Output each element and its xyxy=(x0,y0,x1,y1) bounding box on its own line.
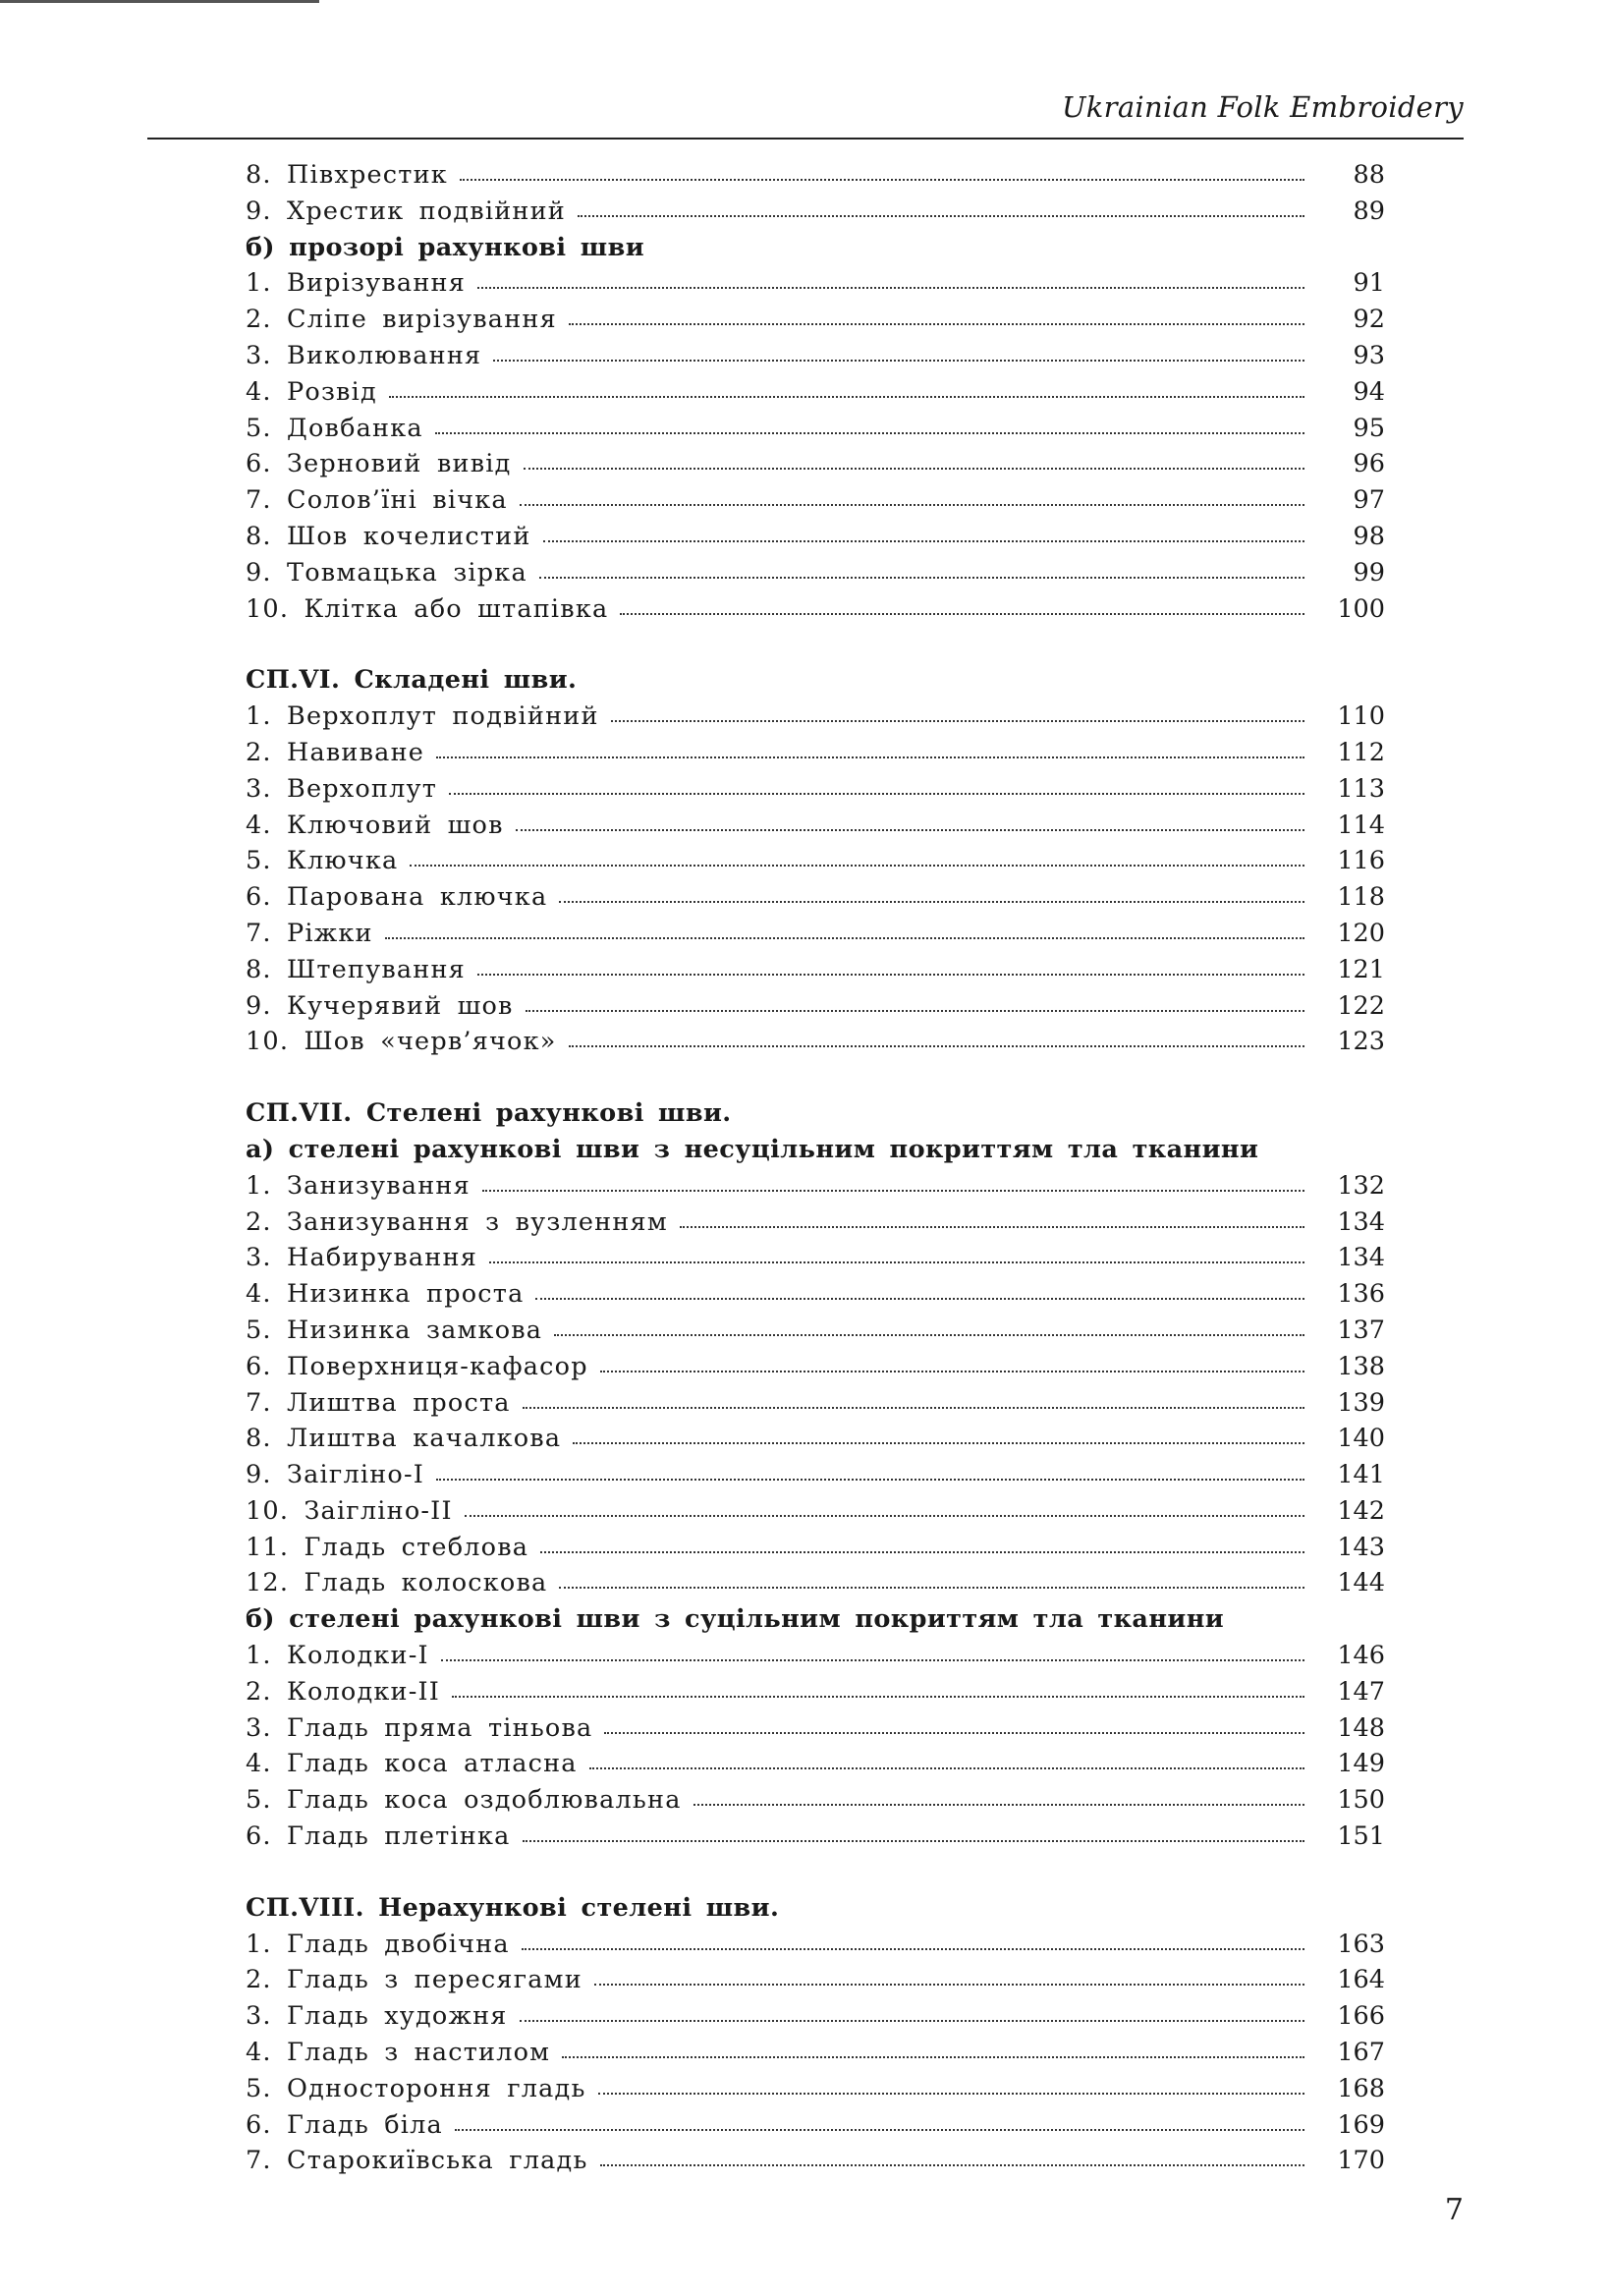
toc-entry-title: 4. Гладь коса атласна xyxy=(246,1749,578,1779)
toc-entry-title: 1. Занизування xyxy=(246,1170,471,1201)
toc-entry xyxy=(246,1962,1385,1998)
toc-entry xyxy=(246,338,1385,374)
dot-leader xyxy=(435,431,1304,434)
toc-entry-page: 96 xyxy=(1353,449,1385,479)
toc-entry-page: 136 xyxy=(1337,1279,1385,1310)
dot-leader xyxy=(573,1441,1304,1444)
dot-leader xyxy=(477,973,1304,976)
toc-entry xyxy=(246,988,1385,1025)
scan-edge-mark xyxy=(0,0,319,3)
toc-entry-title: 3. Набирування xyxy=(246,1243,477,1273)
toc-entry-page: 147 xyxy=(1337,1676,1385,1707)
toc-entry xyxy=(246,265,1385,302)
toc-entry-title: 6. Поверхниця-кафасор xyxy=(246,1351,588,1381)
toc-entry-page: 143 xyxy=(1337,1532,1385,1562)
section-subheading: а) стелені рахункові шви з несуцільним покриттям тла тканини xyxy=(246,1134,1259,1164)
toc-entry-title: 1. Гладь двобічна xyxy=(246,1929,510,1959)
toc-entry xyxy=(246,2107,1385,2144)
toc-entry xyxy=(246,916,1385,952)
toc-entry-title: 4. Розвід xyxy=(246,376,377,407)
toc-entry xyxy=(246,1819,1385,1855)
dot-leader xyxy=(543,539,1304,542)
dot-leader xyxy=(522,1947,1304,1950)
toc-entry-title: 8. Лиштва качалкова xyxy=(246,1424,562,1454)
dot-leader xyxy=(493,359,1304,362)
toc-entry-page: 88 xyxy=(1353,160,1385,190)
toc-entry xyxy=(246,879,1385,916)
toc-entry-title: 3. Виколювання xyxy=(246,340,482,370)
toc-entry-page: 97 xyxy=(1353,485,1385,516)
toc-entry xyxy=(246,1746,1385,1782)
toc-entry-title: 7. Лиштва проста xyxy=(246,1387,511,1418)
toc-entry-page: 93 xyxy=(1353,340,1385,370)
toc-entry-title: 7. Старокиївська гладь xyxy=(246,2146,588,2176)
toc-entry-title: 11. Гладь стеблова xyxy=(246,1532,529,1562)
toc-entry-title: 5. Низинка замкова xyxy=(246,1315,543,1345)
dot-leader xyxy=(477,286,1304,289)
toc-entry xyxy=(246,2143,1385,2179)
toc-entry-title: 2. Навиване xyxy=(246,737,425,767)
toc-entry xyxy=(246,1998,1385,2035)
toc-entry-page: 132 xyxy=(1337,1170,1385,1201)
page-number: 7 xyxy=(1444,2193,1464,2227)
toc-entry-page: 123 xyxy=(1337,1027,1385,1057)
toc-entry-title: 2. Сліпе вирізування xyxy=(246,305,557,335)
toc-entry-page: 116 xyxy=(1337,846,1385,876)
toc-entry-title: 5. Одностороння гладь xyxy=(246,2073,586,2103)
toc-entry xyxy=(246,1927,1385,1963)
toc-entry-page: 144 xyxy=(1337,1568,1385,1598)
toc-entry-page: 94 xyxy=(1353,376,1385,407)
toc-entry-title: 1. Колодки-I xyxy=(246,1641,429,1671)
dot-leader xyxy=(526,1009,1304,1012)
toc-entry-page: 138 xyxy=(1337,1351,1385,1381)
toc-entry-page: 164 xyxy=(1337,1965,1385,1995)
toc-entry xyxy=(246,1565,1385,1601)
toc-entry-page: 170 xyxy=(1337,2146,1385,2176)
toc-entry-title: 4. Гладь з настилом xyxy=(246,2038,551,2068)
toc-entry-title: 7. Ріжки xyxy=(246,918,373,948)
toc-entry-page: 92 xyxy=(1353,305,1385,335)
toc-entry xyxy=(246,591,1385,628)
chapter-heading: СП.VI. Складені шви. xyxy=(246,665,578,696)
dot-leader xyxy=(600,1370,1304,1372)
toc-entry-page: 141 xyxy=(1337,1460,1385,1490)
toc-entry xyxy=(246,843,1385,879)
toc-entry xyxy=(246,1638,1385,1674)
toc-entry-title: 6. Парована ключка xyxy=(246,882,548,913)
dot-leader xyxy=(598,2092,1304,2095)
toc-entry-title: 5. Довбанка xyxy=(246,413,423,443)
toc-entry-page: 100 xyxy=(1337,593,1385,624)
toc-entry xyxy=(246,1457,1385,1493)
toc-entry xyxy=(246,808,1385,844)
toc-entry-title: 10. Клітка або штапівка xyxy=(246,593,609,624)
toc-entry-page: 89 xyxy=(1353,196,1385,226)
toc-entry xyxy=(246,302,1385,338)
dot-leader xyxy=(520,2019,1304,2022)
toc-entry xyxy=(246,411,1385,447)
dot-leader xyxy=(389,395,1304,398)
toc-entry-title: 6. Гладь біла xyxy=(246,2109,443,2140)
toc-entry-page: 148 xyxy=(1337,1712,1385,1743)
toc-entry-title: 10. Шов «черв’ячок» xyxy=(246,1027,557,1057)
toc-entry-title: 12. Гладь колоскова xyxy=(246,1568,548,1598)
dot-leader xyxy=(410,864,1304,867)
dot-leader xyxy=(436,756,1304,758)
toc-entry xyxy=(246,1782,1385,1819)
toc-entry-page: 118 xyxy=(1337,882,1385,913)
toc-entry-title: 5. Гладь коса оздоблювальна xyxy=(246,1785,682,1816)
toc-entry-page: 163 xyxy=(1337,1929,1385,1959)
dot-leader xyxy=(535,1297,1304,1300)
toc-entry-page: 134 xyxy=(1337,1206,1385,1237)
toc-entry-page: 150 xyxy=(1337,1785,1385,1816)
dot-leader xyxy=(539,576,1304,579)
toc-entry-page: 98 xyxy=(1353,521,1385,551)
dot-leader xyxy=(611,719,1304,722)
toc-entry-page: 120 xyxy=(1337,918,1385,948)
toc-entry xyxy=(246,1024,1385,1060)
toc-entry-page: 139 xyxy=(1337,1387,1385,1418)
toc-entry-page: 134 xyxy=(1337,1243,1385,1273)
table-of-contents xyxy=(246,157,1385,2179)
toc-entry-page: 167 xyxy=(1337,2038,1385,2068)
toc-entry-page: 113 xyxy=(1337,773,1385,804)
toc-entry-page: 99 xyxy=(1353,557,1385,588)
toc-entry xyxy=(246,374,1385,411)
toc-entry xyxy=(246,1240,1385,1276)
toc-entry-page: 151 xyxy=(1337,1821,1385,1852)
toc-entry-title: 10. Заігліно-II xyxy=(246,1495,453,1526)
toc-entry xyxy=(246,1421,1385,1457)
toc-entry-title: 4. Низинка проста xyxy=(246,1279,525,1310)
dot-leader xyxy=(540,1550,1304,1553)
toc-entry-title: 2. Гладь з пересягами xyxy=(246,1965,582,1995)
dot-leader xyxy=(680,1225,1304,1228)
toc-entry-page: 149 xyxy=(1337,1749,1385,1779)
dot-leader xyxy=(489,1260,1304,1263)
toc-entry xyxy=(246,1385,1385,1422)
toc-entry-page: 91 xyxy=(1353,268,1385,299)
dot-leader xyxy=(562,2055,1304,2058)
dot-leader xyxy=(460,178,1304,181)
toc-entry xyxy=(246,446,1385,482)
toc-entry-title: 2. Занизування з вузленням xyxy=(246,1206,668,1237)
toc-entry-page: 114 xyxy=(1337,810,1385,840)
dot-leader xyxy=(523,1839,1305,1842)
dot-leader xyxy=(578,214,1304,217)
dot-leader xyxy=(452,1695,1304,1698)
toc-entry-page: 95 xyxy=(1353,413,1385,443)
toc-entry-title: 3. Гладь пряма тіньова xyxy=(246,1712,593,1743)
toc-entry-page: 168 xyxy=(1337,2073,1385,2103)
toc-entry-title: 9. Товмацька зірка xyxy=(246,557,527,588)
dot-leader xyxy=(600,2163,1304,2166)
toc-entry-title: 9. Заігліно-I xyxy=(246,1460,425,1490)
toc-entry-page: 146 xyxy=(1337,1641,1385,1671)
toc-entry xyxy=(246,482,1385,519)
toc-entry-title: 6. Зерновий вивід xyxy=(246,449,512,479)
dot-leader xyxy=(569,1044,1304,1047)
dot-leader xyxy=(516,828,1304,831)
toc-entry-title: 1. Верхоплут подвійний xyxy=(246,701,599,732)
toc-entry xyxy=(246,519,1385,555)
dot-leader xyxy=(620,612,1304,615)
toc-entry-page: 137 xyxy=(1337,1315,1385,1345)
toc-entry xyxy=(246,1276,1385,1313)
toc-entry xyxy=(246,699,1385,735)
toc-entry-title: 5. Ключка xyxy=(246,846,399,876)
toc-entry xyxy=(246,555,1385,591)
toc-entry-title: 7. Солов’їні вічка xyxy=(246,485,508,516)
toc-entry xyxy=(246,1168,1385,1204)
dot-leader xyxy=(520,503,1304,506)
dot-leader xyxy=(436,1478,1304,1481)
toc-entry xyxy=(246,735,1385,771)
section-subheading: б) стелені рахункові шви з суцільним покриттям тла тканини xyxy=(246,1604,1225,1635)
dot-leader xyxy=(589,1766,1304,1769)
toc-entry-title: 6. Гладь плетінка xyxy=(246,1821,511,1852)
toc-entry-title: 2. Колодки-II xyxy=(246,1676,441,1707)
toc-entry-title: 8. Шов кочелистий xyxy=(246,521,531,551)
toc-entry xyxy=(246,1204,1385,1241)
dot-leader xyxy=(604,1731,1304,1734)
dot-leader xyxy=(524,467,1304,470)
toc-entry-title: 3. Верхоплут xyxy=(246,773,438,804)
dot-leader xyxy=(385,936,1304,939)
dot-leader xyxy=(594,1983,1304,1986)
toc-entry xyxy=(246,1710,1385,1747)
dot-leader xyxy=(482,1189,1304,1192)
dot-leader xyxy=(441,1658,1304,1661)
dot-leader xyxy=(559,1586,1304,1589)
toc-entry-title: 8. Півхрестик xyxy=(246,160,448,190)
toc-entry-page: 110 xyxy=(1337,701,1385,732)
dot-leader xyxy=(559,900,1304,903)
toc-entry xyxy=(246,157,1385,194)
toc-entry-page: 140 xyxy=(1337,1424,1385,1454)
toc-entry-page: 121 xyxy=(1337,954,1385,984)
toc-entry xyxy=(246,1313,1385,1349)
toc-entry-title: 9. Хрестик подвійний xyxy=(246,196,566,226)
toc-entry-page: 112 xyxy=(1337,737,1385,767)
toc-entry-page: 122 xyxy=(1337,990,1385,1021)
toc-entry xyxy=(246,2071,1385,2107)
toc-entry xyxy=(246,1674,1385,1710)
toc-entry-title: 9. Кучерявий шов xyxy=(246,990,514,1021)
chapter-heading: СП.VIII. Нерахункові стелені шви. xyxy=(246,1892,780,1923)
dot-leader xyxy=(554,1333,1304,1336)
toc-entry xyxy=(246,1530,1385,1566)
toc-entry-page: 169 xyxy=(1337,2109,1385,2140)
toc-entry-page: 142 xyxy=(1337,1495,1385,1526)
toc-entry-page: 166 xyxy=(1337,2001,1385,2032)
dot-leader xyxy=(449,792,1304,795)
dot-leader xyxy=(693,1803,1304,1806)
toc-entry-title: 4. Ключовий шов xyxy=(246,810,504,840)
dot-leader xyxy=(569,322,1304,325)
toc-entry xyxy=(246,1349,1385,1385)
toc-entry-title: 3. Гладь художня xyxy=(246,2001,508,2032)
toc-entry-title: 8. Штепування xyxy=(246,954,466,984)
section-subheading: б) прозорі рахункові шви xyxy=(246,232,645,262)
dot-leader xyxy=(523,1406,1304,1409)
running-head: Ukrainian Folk Embroidery xyxy=(147,92,1464,140)
dot-leader xyxy=(455,2128,1304,2131)
toc-entry xyxy=(246,2035,1385,2071)
toc-entry xyxy=(246,194,1385,230)
toc-entry-title: 1. Вирізування xyxy=(246,268,466,299)
toc-entry xyxy=(246,1493,1385,1530)
chapter-heading: СП.VII. Стелені рахункові шви. xyxy=(246,1098,732,1129)
toc-entry xyxy=(246,952,1385,988)
dot-leader xyxy=(465,1514,1304,1517)
toc-entry xyxy=(246,771,1385,808)
